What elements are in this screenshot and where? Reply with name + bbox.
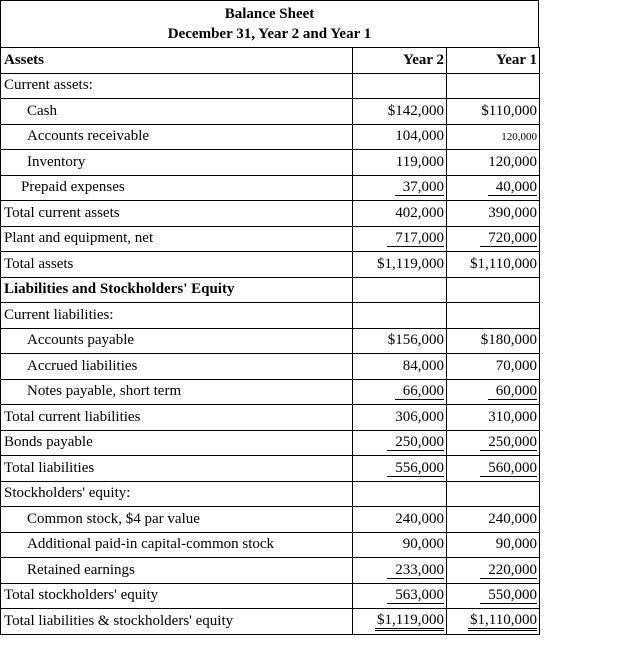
- year2-header: Year 2: [353, 48, 447, 74]
- year2-value: $156,000: [353, 328, 447, 354]
- table-row: [1, 481, 540, 507]
- row-label: Cash: [1, 99, 353, 125]
- table-row: [1, 226, 540, 252]
- sheet-title: Balance Sheet: [224, 6, 315, 22]
- balance-table: [0, 47, 540, 635]
- row-label: Plant and equipment, net: [1, 226, 353, 252]
- row-label: Accounts payable: [1, 328, 353, 354]
- year1-value: 720,000: [480, 230, 537, 247]
- assets-header: Assets: [1, 48, 353, 74]
- year1-value: 40,000: [488, 179, 537, 196]
- year1-value: [447, 481, 540, 507]
- year1-value: $1,110,000: [447, 252, 540, 278]
- row-label: Inventory: [1, 150, 353, 176]
- table-row: [1, 201, 540, 227]
- table-row: [1, 354, 540, 380]
- year1-value: 240,000: [447, 507, 540, 533]
- table-row: [1, 328, 540, 354]
- year1-header: Year 1: [447, 48, 540, 74]
- year1-value: [447, 303, 540, 329]
- table-row: [1, 277, 540, 303]
- row-label: Current liabilities:: [1, 303, 353, 329]
- year2-value: [353, 277, 447, 303]
- year2-value: $1,119,000: [353, 252, 447, 278]
- year2-value: [353, 481, 447, 507]
- column-header-row: [1, 48, 540, 74]
- year2-value: 306,000: [353, 405, 447, 431]
- year1-value: 310,000: [447, 405, 540, 431]
- year1-value: $110,000: [447, 99, 540, 125]
- row-label: Accrued liabilities: [1, 354, 353, 380]
- row-label: Total liabilities: [1, 456, 353, 482]
- year1-value: $1,110,000: [468, 612, 537, 631]
- year2-value: 233,000: [387, 562, 444, 579]
- year1-value: 70,000: [447, 354, 540, 380]
- table-row: [1, 252, 540, 278]
- year1-value: 550,000: [480, 587, 537, 604]
- row-label: Current assets:: [1, 73, 353, 99]
- year1-value: 60,000: [488, 383, 537, 400]
- year1-value: [447, 277, 540, 303]
- table-row: [1, 456, 540, 482]
- year2-value: 563,000: [387, 587, 444, 604]
- sheet-subtitle: December 31, Year 2 and Year 1: [167, 26, 372, 42]
- year2-value: $1,119,000: [375, 612, 444, 631]
- row-label: Notes payable, short term: [1, 379, 353, 405]
- row-label: Common stock, $4 par value: [1, 507, 353, 533]
- year1-value: 560,000: [480, 460, 537, 477]
- year2-value: 556,000: [387, 460, 444, 477]
- row-label: Retained earnings: [1, 558, 353, 584]
- year2-value: $142,000: [353, 99, 447, 125]
- row-label: Accounts receivable: [1, 124, 353, 150]
- row-label: Total current liabilities: [1, 405, 353, 431]
- table-row: [1, 430, 540, 456]
- section-heading: Liabilities and Stockholders' Equity: [1, 277, 353, 303]
- table-row: [1, 405, 540, 431]
- row-label: Total assets: [1, 252, 353, 278]
- table-row: [1, 175, 540, 201]
- year2-value: 717,000: [387, 230, 444, 247]
- year1-value: [447, 73, 540, 99]
- table-row: [1, 532, 540, 558]
- year1-value: $180,000: [447, 328, 540, 354]
- table-row: [1, 609, 540, 635]
- year1-value: 220,000: [480, 562, 537, 579]
- table-row: [1, 73, 540, 99]
- table-row: [1, 583, 540, 609]
- year2-value: 90,000: [353, 532, 447, 558]
- year1-value: 250,000: [480, 434, 537, 451]
- table-row: [1, 124, 540, 150]
- year2-value: 119,000: [353, 150, 447, 176]
- table-row: [1, 507, 540, 533]
- year2-value: [353, 303, 447, 329]
- year2-value: [353, 73, 447, 99]
- year2-value: 402,000: [353, 201, 447, 227]
- row-label: Total current assets: [1, 201, 353, 227]
- year2-value: 66,000: [395, 383, 444, 400]
- row-label: Total stockholders' equity: [1, 583, 353, 609]
- year1-value: 90,000: [447, 532, 540, 558]
- row-label: Bonds payable: [1, 430, 353, 456]
- year2-value: 84,000: [353, 354, 447, 380]
- year1-value: 120,000: [447, 150, 540, 176]
- sheet-header: [0, 0, 539, 47]
- table-row: [1, 558, 540, 584]
- row-label: Prepaid expenses: [1, 175, 353, 201]
- table-row: [1, 150, 540, 176]
- year1-value: 120,000: [447, 124, 540, 150]
- year2-value: 250,000: [387, 434, 444, 451]
- table-row: [1, 99, 540, 125]
- year2-value: 104,000: [353, 124, 447, 150]
- row-label: Additional paid-in capital-common stock: [1, 532, 353, 558]
- year1-value: 390,000: [447, 201, 540, 227]
- year2-value: 240,000: [353, 507, 447, 533]
- year2-value: 37,000: [395, 179, 444, 196]
- table-row: [1, 303, 540, 329]
- row-label: Total liabilities & stockholders' equity: [1, 609, 353, 635]
- table-row: [1, 379, 540, 405]
- row-label: Stockholders' equity:: [1, 481, 353, 507]
